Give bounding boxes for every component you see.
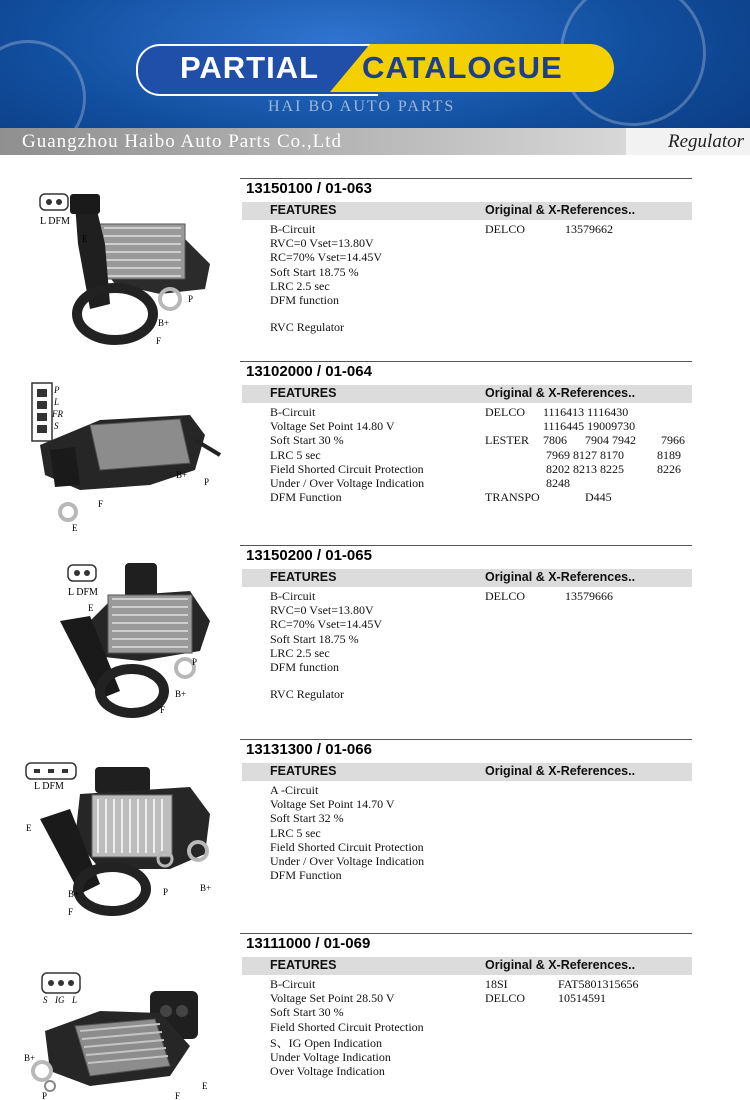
xref-title: Original & X-References.. <box>485 203 636 217</box>
xref-title: Original & X-References.. <box>485 570 636 584</box>
xref-title: Original & X-References.. <box>485 386 636 400</box>
feature-item: RC=70% Vset=14.45V <box>270 617 382 632</box>
xref-number: 1116413 1116430 <box>543 405 629 419</box>
svg-text:F: F <box>156 336 162 346</box>
xref-number: D445 <box>585 490 612 505</box>
feature-item: S、IG Open Indication <box>270 1035 382 1050</box>
xref-title: Original & X-References.. <box>485 764 636 778</box>
feature-item: Soft Start 18.75 % <box>270 264 359 279</box>
product-code: 13131300 / 01-066 <box>246 741 372 758</box>
xref-number: 10514591 <box>558 991 606 1006</box>
xref-number: 13579666 <box>565 589 613 603</box>
xref-brand: DELCO <box>485 222 525 236</box>
connector-label: L DFM <box>68 587 98 598</box>
product-code: 13150200 / 01-065 <box>246 547 372 564</box>
product-divider <box>240 933 692 934</box>
xref-number: 8189 <box>657 447 681 462</box>
svg-text:P: P <box>204 477 210 487</box>
feature-item: A -Circuit <box>270 783 319 797</box>
feature-item: LRC 2.5 sec <box>270 645 330 660</box>
feature-item: RVC=0 Vset=13.80V <box>270 236 374 251</box>
svg-text:P: P <box>188 294 194 304</box>
feature-item: LRC 5 sec <box>270 825 321 840</box>
xref-list <box>485 405 690 504</box>
regulator-illustration <box>20 375 240 540</box>
product-image <box>20 561 240 723</box>
svg-text:B+: B+ <box>175 689 187 699</box>
product-code: 13150100 / 01-063 <box>246 180 372 197</box>
feature-item: Soft Start 32 % <box>270 811 344 826</box>
product-image <box>20 375 240 540</box>
svg-text:P: P <box>42 1091 48 1099</box>
xref-number: FAT5801315656 <box>558 977 639 991</box>
regulator-illustration <box>20 561 240 723</box>
feature-list <box>270 783 480 882</box>
feature-list <box>270 222 480 334</box>
xref-brand: DELCO <box>485 405 525 419</box>
feature-list <box>270 589 480 701</box>
xref-brand: DELCO <box>485 589 525 603</box>
xref-row <box>485 222 690 236</box>
connector-icon <box>40 194 68 210</box>
xref-number: 7904 7942 <box>585 433 636 448</box>
xref-row <box>485 433 690 447</box>
xref-brand: LESTER <box>485 433 529 448</box>
feature-item: LRC 2.5 sec <box>270 278 330 293</box>
connector-label: L DFM <box>40 216 70 227</box>
xref-brand: TRANSPO <box>485 490 540 505</box>
connector-pin-label: P <box>54 385 60 395</box>
svg-text:B+: B+ <box>68 889 80 899</box>
xref-number: 7969 8127 8170 <box>546 447 624 462</box>
svg-text:F: F <box>98 499 104 509</box>
xref-number: 8202 8213 8225 <box>546 461 624 476</box>
feature-item: Under / Over Voltage Indication <box>270 475 425 490</box>
product-divider <box>240 545 692 546</box>
connector-label: L DFM <box>34 781 64 792</box>
banner-brand: HAI BO AUTO PARTS <box>268 98 456 115</box>
xref-row <box>485 991 690 1005</box>
xref-row <box>485 490 690 504</box>
connector-pin-label: L <box>72 995 78 1005</box>
feature-item: Under Voltage Indication <box>270 1049 391 1064</box>
feature-item: Field Shorted Circuit Protection <box>270 1019 424 1034</box>
feature-item: DFM Function <box>270 490 342 505</box>
feature-item: DFM function <box>270 292 339 307</box>
banner-title-catalogue: CATALOGUE <box>362 50 563 85</box>
features-title: FEATURES <box>270 570 337 584</box>
feature-item: Under / Over Voltage Indication <box>270 853 425 868</box>
catalogue-banner <box>0 0 750 128</box>
features-header-bar <box>242 385 692 403</box>
features-header-bar <box>242 763 692 781</box>
regulator-illustration <box>20 184 240 352</box>
xref-row <box>485 462 690 476</box>
feature-item: Voltage Set Point 14.70 V <box>270 797 395 812</box>
feature-item: RVC Regulator <box>270 320 345 335</box>
product-divider <box>240 361 692 362</box>
category-label: Regulator <box>668 131 744 152</box>
svg-text:F: F <box>68 907 74 917</box>
company-bar <box>0 128 750 155</box>
regulator-illustration <box>20 759 240 919</box>
svg-text:E: E <box>26 823 32 833</box>
xref-row <box>485 977 690 991</box>
product-image <box>20 971 240 1099</box>
product-image <box>20 759 240 919</box>
regulator-illustration <box>20 971 240 1099</box>
feature-item: Soft Start 30 % <box>270 1005 344 1020</box>
svg-text:E: E <box>202 1081 208 1091</box>
svg-text:F: F <box>160 705 166 715</box>
connector-icon <box>68 565 96 581</box>
connector-pin-label: FR <box>52 409 63 419</box>
xref-number: 13579662 <box>565 222 613 236</box>
feature-item: DFM function <box>270 659 339 674</box>
svg-text:E: E <box>82 234 88 244</box>
product-code: 13111000 / 01-069 <box>246 935 371 952</box>
xref-list <box>485 977 690 1005</box>
features-header-bar <box>242 202 692 220</box>
xref-brand: 18SI <box>485 977 508 991</box>
xref-number: 8226 <box>657 461 681 476</box>
connector-pin-label: S <box>54 421 59 431</box>
connector-pin-label: L <box>54 397 60 407</box>
feature-item: DFM Function <box>270 868 342 883</box>
feature-item: B-Circuit <box>270 405 316 419</box>
svg-text:F: F <box>175 1091 181 1099</box>
svg-text:B+: B+ <box>200 883 212 893</box>
product-divider <box>240 739 692 740</box>
feature-list <box>270 405 480 504</box>
feature-item: LRC 5 sec <box>270 447 321 462</box>
xref-number: 7806 <box>543 433 567 448</box>
xref-row <box>485 405 690 419</box>
feature-item: RVC Regulator <box>270 687 345 702</box>
feature-item: B-Circuit <box>270 977 316 991</box>
svg-text:P: P <box>163 887 169 897</box>
feature-list <box>270 977 480 1078</box>
features-header-bar <box>242 569 692 587</box>
svg-text:P: P <box>192 657 198 667</box>
xref-number: 1116445 19009730 <box>543 419 636 434</box>
product-code: 13102000 / 01-064 <box>246 363 372 380</box>
xref-title: Original & X-References.. <box>485 958 636 972</box>
feature-item: RVC=0 Vset=13.80V <box>270 603 374 618</box>
xref-row <box>485 589 690 603</box>
xref-number: 7966 <box>661 433 685 448</box>
xref-row <box>485 448 690 462</box>
feature-item: Voltage Set Point 28.50 V <box>270 991 395 1006</box>
features-title: FEATURES <box>270 203 337 217</box>
feature-item: B-Circuit <box>270 222 316 236</box>
features-title: FEATURES <box>270 958 337 972</box>
connector-pin-label: IG <box>55 995 65 1005</box>
connector-pin-label: S <box>43 995 48 1005</box>
svg-text:B+: B+ <box>24 1053 36 1063</box>
features-title: FEATURES <box>270 386 337 400</box>
feature-item: Over Voltage Indication <box>270 1064 385 1079</box>
svg-text:B+: B+ <box>176 470 188 480</box>
feature-item: Soft Start 18.75 % <box>270 631 359 646</box>
xref-row <box>485 419 690 433</box>
xref-row <box>485 476 690 490</box>
features-header-bar <box>242 957 692 975</box>
xref-list <box>485 222 690 236</box>
feature-item: Voltage Set Point 14.80 V <box>270 419 395 434</box>
feature-item: RC=70% Vset=14.45V <box>270 250 382 265</box>
xref-list <box>485 589 690 603</box>
feature-item: B-Circuit <box>270 589 316 603</box>
feature-item: Field Shorted Circuit Protection <box>270 461 424 476</box>
product-divider <box>240 178 692 179</box>
banner-title-partial: PARTIAL <box>180 50 320 85</box>
xref-brand: DELCO <box>485 991 525 1006</box>
product-image <box>20 184 240 352</box>
svg-text:E: E <box>88 603 94 613</box>
feature-item: Soft Start 30 % <box>270 433 344 448</box>
svg-text:B+: B+ <box>158 318 170 328</box>
feature-item: Field Shorted Circuit Protection <box>270 839 424 854</box>
svg-text:E: E <box>72 523 78 533</box>
features-title: FEATURES <box>270 764 337 778</box>
company-name: Guangzhou Haibo Auto Parts Co.,Ltd <box>22 131 343 152</box>
xref-number: 8248 <box>546 475 570 490</box>
category-tab <box>626 128 750 155</box>
